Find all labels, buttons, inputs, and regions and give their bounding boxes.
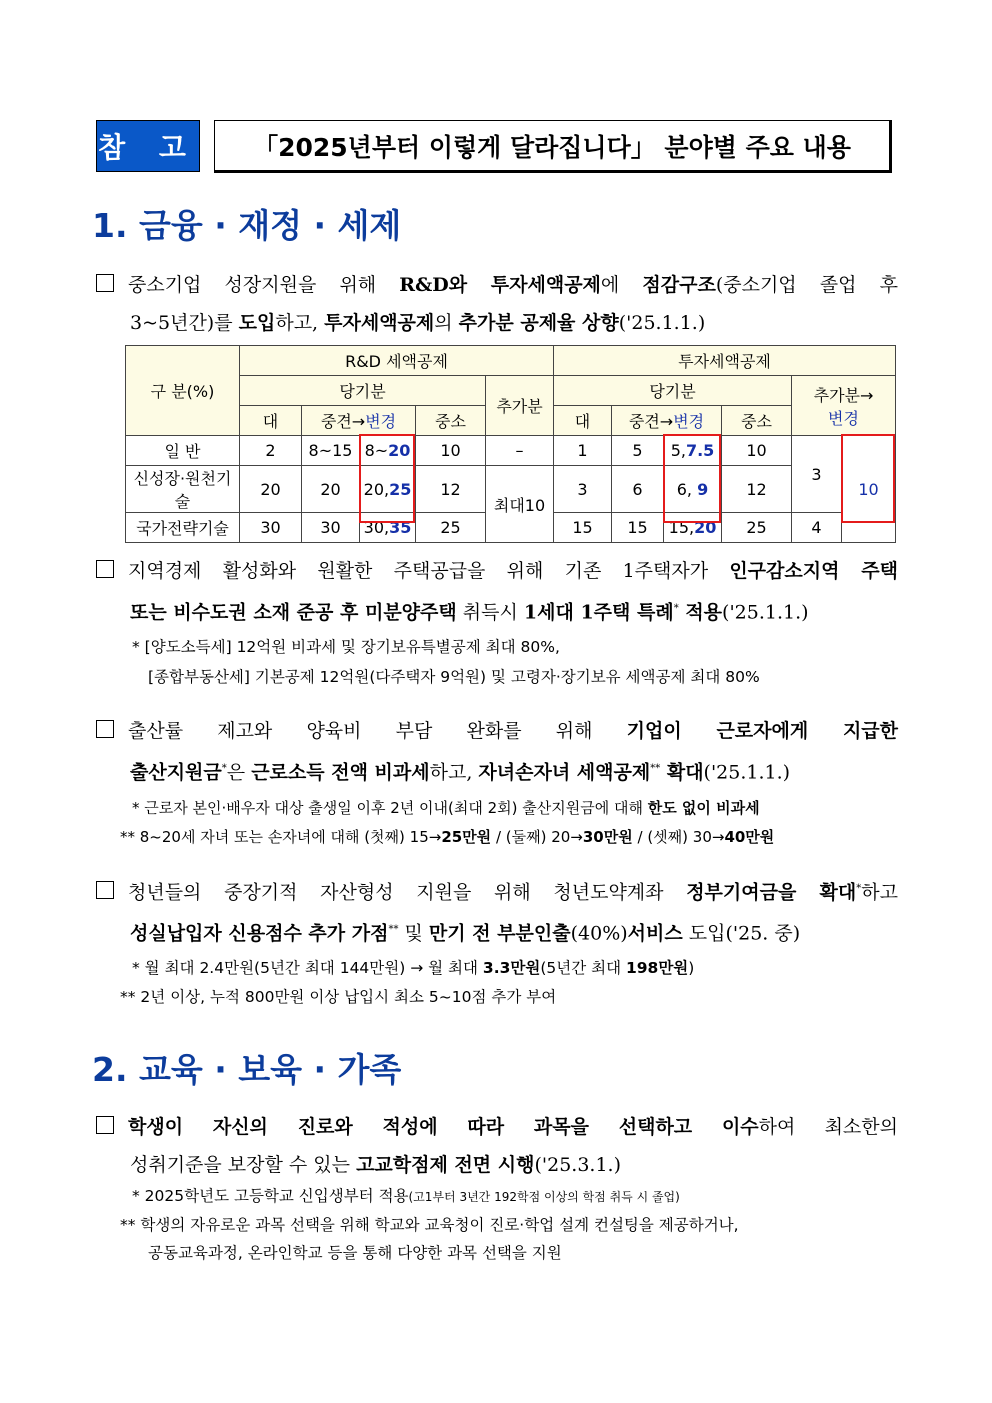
reference-badge xyxy=(96,120,200,172)
t: 지역경제 활성화와 원활한 주택공급을 위해 기존 1주택자가 xyxy=(128,560,730,582)
t: (5년간 최대 xyxy=(540,959,626,977)
item-youth-account xyxy=(96,870,898,953)
note-housing-2: [종합부동산세] 기본공제 12억원(다주택자 9억원) 및 고령자·장기보유 세액공제 최대 80% xyxy=(148,668,760,686)
item-housing-special xyxy=(96,552,898,631)
table-row xyxy=(126,436,896,466)
t: 5, xyxy=(670,441,686,460)
t: 및 xyxy=(398,922,429,945)
t: 25만원 xyxy=(441,828,492,846)
t: (고1부터 3년간 192학점 이상의 학점 취득 시 졸업) xyxy=(408,1190,680,1204)
cell: 30 xyxy=(240,513,302,543)
t: 하여 최소한의 xyxy=(758,1116,898,1138)
header-large: 대 xyxy=(554,406,612,436)
header-gubun: 구 분(%) xyxy=(126,346,240,436)
t: 중견→ xyxy=(320,412,366,431)
t: 투자세액공제 xyxy=(324,312,435,334)
item-credit-system xyxy=(96,1108,898,1184)
t: 3~5년간)를 xyxy=(130,312,239,334)
t: ) xyxy=(688,959,695,977)
t: 은 xyxy=(226,761,252,784)
row-label: 국가전략기술 xyxy=(126,513,240,543)
t: 198만원 xyxy=(625,959,689,977)
cell: 10 xyxy=(722,436,792,466)
checkbox-bullet xyxy=(96,720,114,738)
cell: 3 xyxy=(554,466,612,513)
cell: 10 xyxy=(416,436,486,466)
cell: 10 xyxy=(842,436,896,543)
note-credit-2: ** 학생의 자유로운 과목 선택을 위해 학교와 교육청이 진로·학업 설계 컨설팅을 제공하거나, xyxy=(120,1216,739,1234)
t: 정부기여금을 확대 xyxy=(686,881,857,904)
t: 의 xyxy=(434,312,459,334)
t: 15, xyxy=(668,518,695,537)
t: 변경 xyxy=(365,412,397,431)
cell: – xyxy=(486,436,554,466)
t: 서비스 xyxy=(627,922,683,945)
note-credit-1 xyxy=(132,1181,680,1212)
t: 추가분→ xyxy=(813,385,874,405)
t: 출산지원금 xyxy=(130,761,222,784)
t: 출산률 제고와 양육비 부담 완화를 위해 xyxy=(128,720,627,742)
t: 취득시 xyxy=(456,601,524,624)
note-credit-3: 공동교육과정, 온라인학교 등을 통해 다양한 과목 선택을 지원 xyxy=(148,1244,562,1262)
tax-credit-table xyxy=(125,345,896,543)
t: 30, xyxy=(363,518,390,537)
t: * 근로자 본인·배우자 대상 출생일 이후 2년 이내(최대 2회) 출산지원금에 대해 xyxy=(132,799,648,817)
t: 25 xyxy=(389,479,412,499)
checkbox-bullet xyxy=(96,881,114,899)
checkbox-bullet xyxy=(96,1116,114,1134)
t: * xyxy=(673,603,679,614)
t: R&D와 투자세액공제 xyxy=(399,274,601,296)
t: ** xyxy=(650,763,661,774)
t: * xyxy=(856,883,862,894)
t: * 2025학년도 고등학교 신입생부터 적용 xyxy=(132,1187,409,1205)
header-mid xyxy=(302,406,416,436)
t: 변경 xyxy=(828,408,859,428)
checkbox-bullet xyxy=(96,274,114,292)
cell: 3 xyxy=(792,436,842,513)
t: 40만원 xyxy=(724,828,775,846)
header-large: 대 xyxy=(240,406,302,436)
t: 도입 xyxy=(238,312,276,334)
t: ** xyxy=(388,924,399,936)
cell: 15 xyxy=(612,513,664,543)
cell: 5 xyxy=(612,436,664,466)
t: 7.5 xyxy=(685,441,715,460)
t: 학생이 자신의 진로와 적성에 따라 과목을 선택하고 이수 xyxy=(128,1116,759,1138)
page-title xyxy=(214,120,892,173)
t: 한도 없이 비과세 xyxy=(647,799,760,817)
t: 만기 전 부분인출 xyxy=(428,922,571,945)
page-title-text: 「2025년부터 이렇게 달라집니다」 분야별 주요 내용 xyxy=(253,132,851,162)
t: 자녀손자녀 세액공제 xyxy=(478,761,651,784)
t: ('25.1.1.) xyxy=(703,761,791,784)
t: 확대 xyxy=(660,761,704,784)
cell: 25 xyxy=(416,513,486,543)
section-title-education: 2. 교육 · 보육 · 가족 xyxy=(92,1050,402,1089)
t: 하고, xyxy=(275,312,325,334)
note-youth-2: ** 2년 이상, 누적 800만원 이상 납입시 최소 5~10점 추가 부여 xyxy=(120,988,557,1006)
t: 인구감소지역 주택 xyxy=(729,560,898,582)
header-current-inv: 당기분 xyxy=(554,376,792,406)
t: 에 xyxy=(600,274,643,296)
header-small: 중소 xyxy=(416,406,486,436)
t: 1세대 1주택 특례 xyxy=(523,601,674,624)
checkbox-bullet xyxy=(96,560,114,578)
t: 8~ xyxy=(364,441,389,460)
cell: 2 xyxy=(240,436,302,466)
cell: 최대10 xyxy=(486,466,554,543)
t: * 월 최대 2.4만원(5년간 최대 144만원) → 월 최대 xyxy=(132,959,483,977)
row-label: 신성장·원천기술 xyxy=(126,466,240,513)
section-title-finance: 1. 금융 · 재정 · 세제 xyxy=(92,206,402,245)
header-investment: 투자세액공제 xyxy=(554,346,896,376)
t: 청년들의 중장기적 자산형성 지원을 위해 청년도약계좌 xyxy=(128,881,687,904)
table-row xyxy=(126,466,896,513)
t: 20 xyxy=(388,441,411,460)
t: 6, xyxy=(676,479,698,499)
header-mid xyxy=(612,406,722,436)
cell: 25 xyxy=(722,513,792,543)
item-childbirth-support xyxy=(96,712,898,791)
item-rnd-tax-credit xyxy=(96,266,898,342)
t: 20 xyxy=(694,518,717,537)
highlight-inv-change xyxy=(663,434,721,523)
t: ('25.3.1.) xyxy=(534,1154,622,1176)
t: (40%) xyxy=(570,922,628,945)
t: 도입('25. 중) xyxy=(682,922,801,945)
t: 성실납입자 신용점수 추가 가점 xyxy=(130,922,389,945)
cell: 1 xyxy=(554,436,612,466)
header-small: 중소 xyxy=(722,406,792,436)
row-label: 일 반 xyxy=(126,436,240,466)
t: 고교학점제 전면 시행 xyxy=(356,1154,535,1176)
t: / (셋째) 30→ xyxy=(632,828,725,846)
t: 20, xyxy=(363,479,390,499)
t: 변경 xyxy=(673,412,705,431)
cell: 20 xyxy=(302,466,360,513)
t: 하고, xyxy=(429,761,479,784)
t: / (둘째) 20→ xyxy=(491,828,583,846)
note-childbirth-2 xyxy=(120,822,774,852)
t: ('25.1.1.) xyxy=(618,312,706,334)
cell: 12 xyxy=(722,466,792,513)
header-current: 당기분 xyxy=(240,376,486,406)
note-childbirth-1 xyxy=(132,793,760,823)
t: (중소기업 졸업 후 xyxy=(715,274,898,296)
t: 35 xyxy=(389,518,412,537)
cell: 30 xyxy=(302,513,360,543)
t: 기업이 근로자에게 지급한 xyxy=(626,720,899,742)
cell: 12 xyxy=(416,466,486,513)
t: 9 xyxy=(697,479,709,499)
t: 하고 xyxy=(861,881,898,904)
t: 중견→ xyxy=(628,412,674,431)
highlight-rnd-change xyxy=(359,434,415,523)
t: 추가분 공제율 상향 xyxy=(458,312,619,334)
t: 근로소득 전액 비과세 xyxy=(251,761,430,784)
t: 성취기준을 보장할 수 있는 xyxy=(130,1154,357,1176)
t: 적용 xyxy=(678,601,723,624)
cell: 6 xyxy=(612,466,664,513)
t: ** 8~20세 자녀 또는 손자녀에 대해 (첫째) 15→ xyxy=(120,828,442,846)
cell: 15 xyxy=(554,513,612,543)
note-housing-1: * [양도소득세] 12억원 비과세 및 장기보유특별공제 최대 80%, xyxy=(132,638,560,656)
highlight-additional-change xyxy=(841,434,895,523)
cell: 4 xyxy=(792,513,842,543)
t: * xyxy=(221,763,227,774)
note-youth-1 xyxy=(132,953,694,983)
header-rnd: R&D 세액공제 xyxy=(240,346,554,376)
t: 또는 비수도권 소재 준공 후 미분양주택 xyxy=(130,601,457,624)
t: ('25.1.1.) xyxy=(722,601,809,624)
header-additional: 추가분 xyxy=(486,376,554,436)
header-additional-change xyxy=(792,376,896,436)
t: 점감구조 xyxy=(642,274,716,296)
cell: 8~15 xyxy=(302,436,360,466)
t: 30만원 xyxy=(582,828,633,846)
badge-label: 참 고 xyxy=(98,131,198,164)
cell: 20 xyxy=(240,466,302,513)
t: 3.3만원 xyxy=(482,959,541,977)
t: 중소기업 성장지원을 위해 xyxy=(128,274,400,296)
